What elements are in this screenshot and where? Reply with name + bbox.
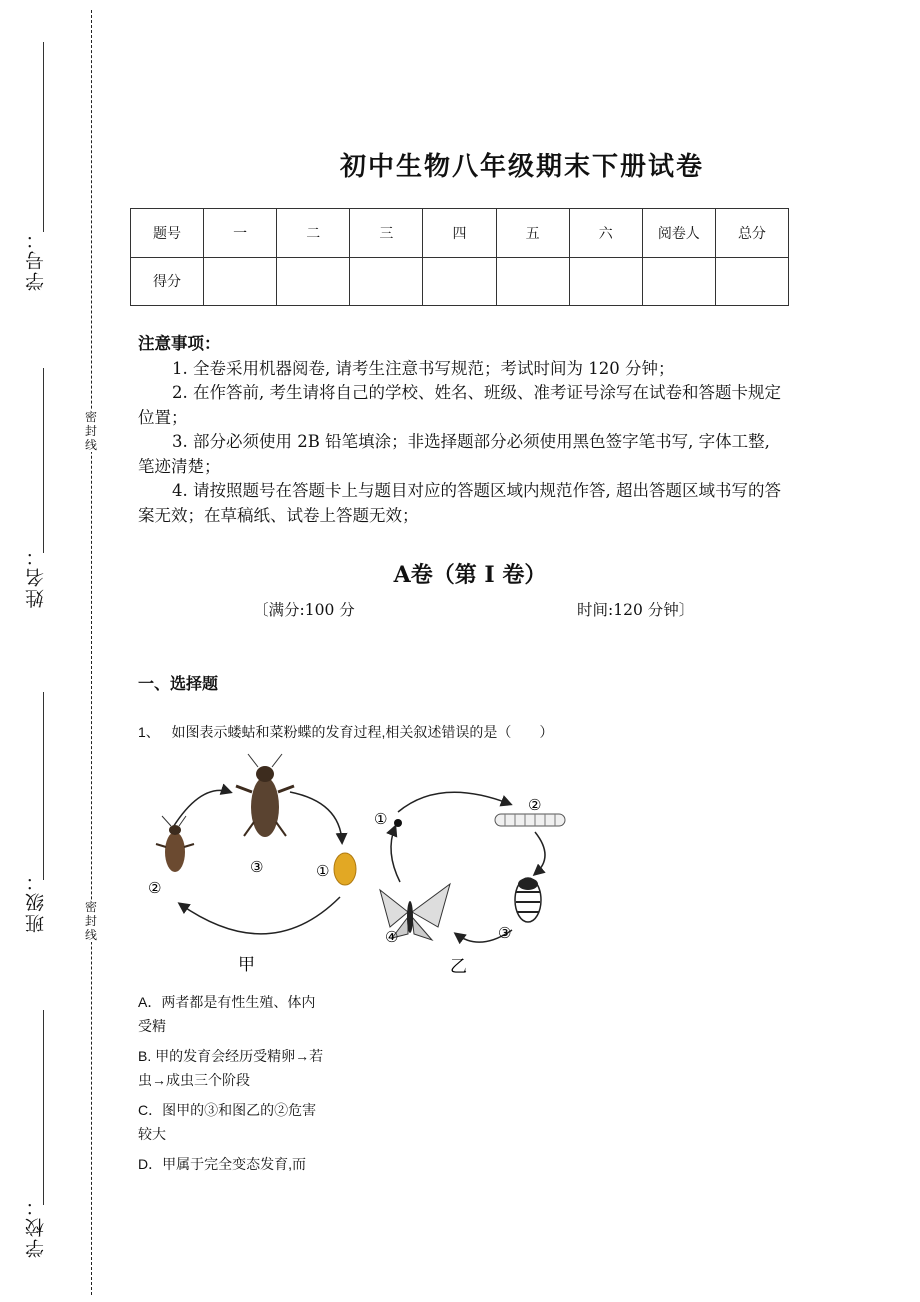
butterfly-mark-3: ③ bbox=[498, 924, 512, 942]
butterfly-cycle bbox=[374, 792, 565, 977]
note-item: 3. 部分必须使用 2B 铅笔填涂；非选择题部分必须使用黑色签字笔书写, 字体工整, 笔迹清楚； bbox=[138, 432, 770, 476]
school-label: 学校： bbox=[25, 1195, 47, 1258]
butterfly-mark-4: ④ bbox=[385, 928, 399, 946]
header-cell: 三 bbox=[350, 209, 423, 258]
score-cell[interactable] bbox=[423, 257, 496, 306]
full-score: 〔满分:100 分 bbox=[253, 601, 355, 619]
header-cell: 阅卷人 bbox=[642, 209, 715, 258]
butterfly-mark-1: ① bbox=[374, 810, 388, 828]
school-underline[interactable] bbox=[43, 1010, 44, 1205]
score-cell[interactable] bbox=[496, 257, 569, 306]
egg-icon bbox=[334, 853, 356, 885]
question-text: 如图表示蝼蛄和菜粉蝶的发育过程,相关叙述错误的是（ ） bbox=[171, 724, 554, 740]
binding-dashed-line bbox=[91, 10, 92, 1295]
cricket-mark-1: ① bbox=[316, 862, 330, 880]
header-cell: 五 bbox=[496, 209, 569, 258]
right-figure-label: 乙 bbox=[450, 957, 467, 977]
notes-heading: 注意事项： bbox=[138, 334, 221, 353]
name-label: 姓名： bbox=[25, 545, 47, 608]
student-id-underline[interactable] bbox=[43, 42, 44, 232]
exam-time: 时间:120 分钟〕 bbox=[577, 601, 695, 619]
seal-text-lower: 密封线 bbox=[82, 900, 100, 942]
score-table-header-row bbox=[131, 209, 789, 258]
volume-title: A卷（第 I 卷） bbox=[393, 562, 547, 588]
cricket-mark-2: ② bbox=[148, 879, 162, 897]
header-cell: 总分 bbox=[715, 209, 788, 258]
class-underline[interactable] bbox=[43, 692, 44, 880]
score-cell[interactable] bbox=[204, 257, 277, 306]
header-cell: 四 bbox=[423, 209, 496, 258]
note-item: 2. 在作答前, 考生请将自己的学校、姓名、班级、准考证号涂写在试卷和答题卡规定位置； bbox=[138, 383, 781, 427]
class-label: 班级： bbox=[25, 870, 47, 933]
score-cell[interactable] bbox=[277, 257, 350, 306]
left-figure-label: 甲 bbox=[238, 955, 255, 975]
notes-block bbox=[138, 332, 788, 528]
question-1 bbox=[138, 722, 553, 742]
header-cell: 六 bbox=[569, 209, 642, 258]
score-cell[interactable] bbox=[642, 257, 715, 306]
header-cell: 二 bbox=[277, 209, 350, 258]
caterpillar-icon bbox=[495, 814, 565, 826]
answer-options bbox=[138, 990, 328, 1182]
option-c[interactable]: C．图甲的③和图乙的②危害较大 bbox=[138, 1102, 317, 1142]
header-cell: 题号 bbox=[131, 209, 204, 258]
question-number: 1、 bbox=[138, 724, 160, 740]
score-cell[interactable] bbox=[715, 257, 788, 306]
score-cell[interactable] bbox=[569, 257, 642, 306]
header-cell: 一 bbox=[204, 209, 277, 258]
seal-text-upper: 密封线 bbox=[82, 410, 100, 452]
option-b[interactable]: B. 甲的发育会经历受精卵→若虫→成虫三个阶段 bbox=[138, 1048, 324, 1088]
cricket-cycle bbox=[148, 754, 356, 975]
name-underline[interactable] bbox=[43, 368, 44, 553]
page-title: 初中生物八年级期末下册试卷 bbox=[339, 152, 704, 182]
score-table-score-row bbox=[131, 257, 789, 306]
insect-development-figure bbox=[140, 752, 580, 982]
section-title: 一、选择题 bbox=[138, 674, 219, 693]
score-cell[interactable] bbox=[350, 257, 423, 306]
butterfly-egg-icon bbox=[394, 819, 402, 827]
score-row-label: 得分 bbox=[131, 257, 204, 306]
pupa-icon bbox=[515, 878, 541, 922]
option-d[interactable]: D．甲属于完全变态发育,而 bbox=[138, 1156, 306, 1172]
adult-cricket-icon bbox=[236, 754, 294, 837]
score-table bbox=[130, 208, 789, 306]
option-a[interactable]: A．两者都是有性生殖、体内受精 bbox=[138, 994, 316, 1034]
note-item: 1. 全卷采用机器阅卷, 请考生注意书写规范；考试时间为 120 分钟； bbox=[172, 358, 675, 378]
butterfly-mark-2: ② bbox=[528, 796, 542, 814]
student-id-label: 学号： bbox=[25, 228, 47, 291]
note-item: 4. 请按照题号在答题卡上与题目对应的答题区域内规范作答, 超出答题区域书写的答案无效；在草稿纸、试卷上答题无效； bbox=[138, 481, 781, 525]
cricket-mark-3: ③ bbox=[250, 858, 264, 876]
